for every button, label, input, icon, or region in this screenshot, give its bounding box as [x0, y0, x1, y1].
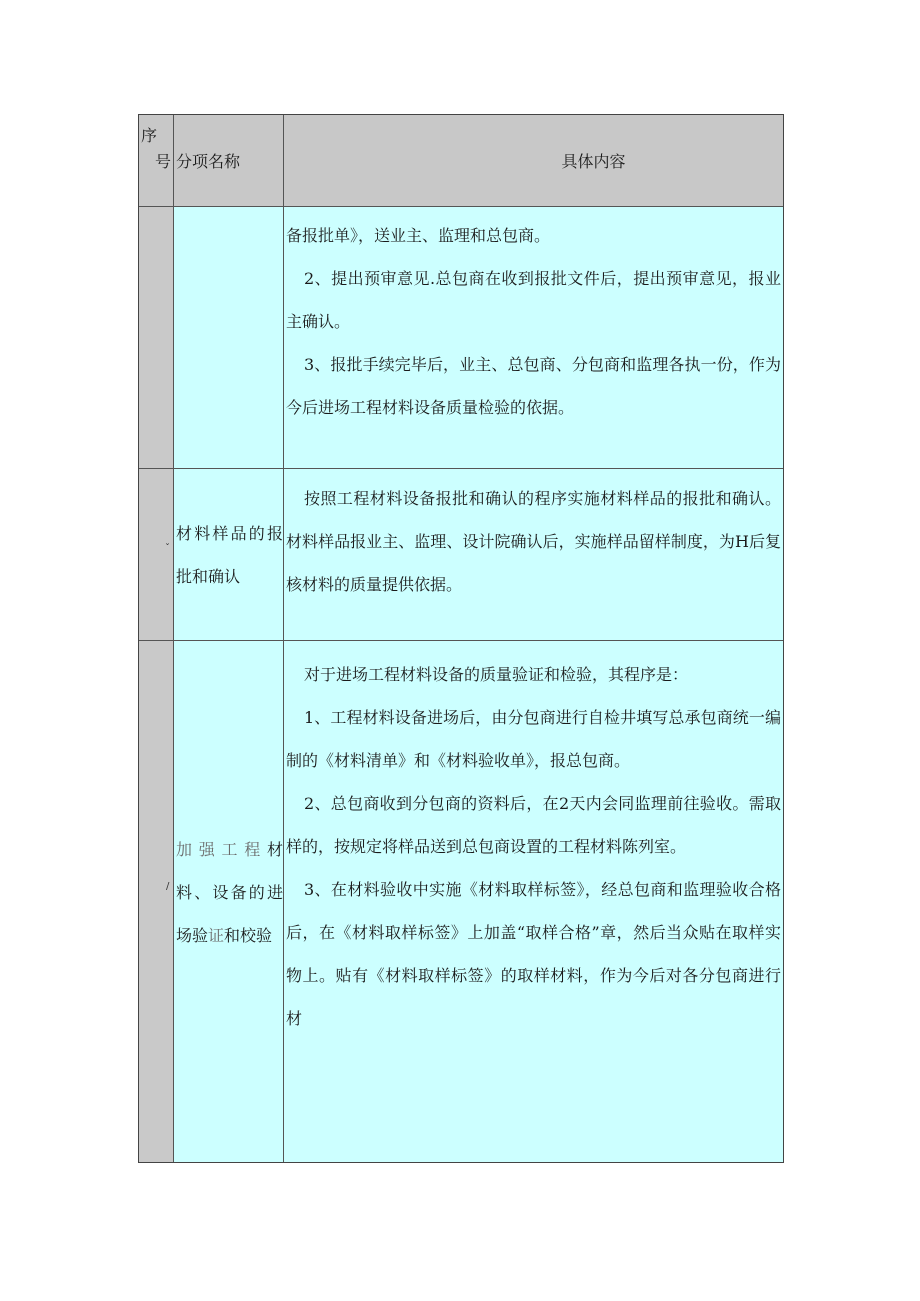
content-paragraph: 按照工程材料设备报批和确认的程序实施材料样品的报批和确认。材料样品报业主、监理、设计院确认后，实施样品留样制度，为H后复核材料的质量提供依据。: [286, 489, 781, 594]
row-seq-cell: [139, 469, 174, 640]
header-seq-line1: 序: [141, 126, 158, 145]
table-row: [139, 207, 783, 469]
row-content-cell: [284, 207, 783, 468]
content-paragraph: 2、总包商收到分包商的资料后，在2天内会同监理前往验收。需取样的，按规定将样品送到总包商设置的工程材料陈列室。: [286, 794, 781, 856]
content-paragraph: 3、在材料验收中实施《材料取样标签》，经总包商和监理验收合格后，在《材料取样标签》上加盖“取样合格”章，然后当众贴在取样实物上。贴有《材料取样标签》的取样材料，作为今后对各分包商进行材: [286, 880, 781, 1028]
row-name-cell: [174, 641, 284, 1162]
row-content-cell: [284, 469, 783, 640]
row-seq: /: [166, 881, 170, 892]
header-name: 分项名称: [174, 115, 284, 206]
content-paragraph: 3、报批手续完毕后，业主、总包商、分包商和监理各执一份，作为今后进场工程材料设备质量检验的依据。: [286, 355, 781, 417]
header-content: 具体内容: [561, 152, 626, 171]
row-seq: ˇ: [165, 543, 170, 554]
content-paragraph: 对于进场工程材料设备的质量验证和检验，其程序是：: [304, 665, 689, 684]
row-name: 材料样品的报批和确认: [176, 524, 283, 586]
row-content-cell: [284, 641, 783, 1162]
header-seq: [139, 115, 174, 206]
content-paragraph: 1、工程材料设备进场后，由分包商进行自检井填写总承包商统一编制的《材料清单》和《材料验收单》，报总包商。: [286, 708, 781, 770]
row-seq-cell: [139, 207, 174, 468]
row-name-part: 加强工程: [176, 840, 267, 859]
content-table: [138, 114, 784, 1163]
row-name-cell: [174, 207, 284, 468]
row-name-part: 证: [208, 926, 225, 945]
row-seq-cell: [139, 641, 174, 1162]
table-row: [139, 641, 783, 1162]
header-seq-line2: 号: [154, 152, 171, 171]
row-name-part: 和校验: [224, 926, 273, 945]
content-paragraph: 2、提出预审意见.总包商在收到报批文件后，提出预审意见，报业主确认。: [286, 269, 781, 331]
table-row: [139, 469, 783, 641]
table-header-row: [139, 115, 783, 207]
row-name-part: 材料、设备的进场验: [176, 840, 283, 945]
row-name-cell: [174, 469, 284, 640]
content-paragraph: 备报批单》，送业主、监理和总包商。: [286, 226, 551, 245]
